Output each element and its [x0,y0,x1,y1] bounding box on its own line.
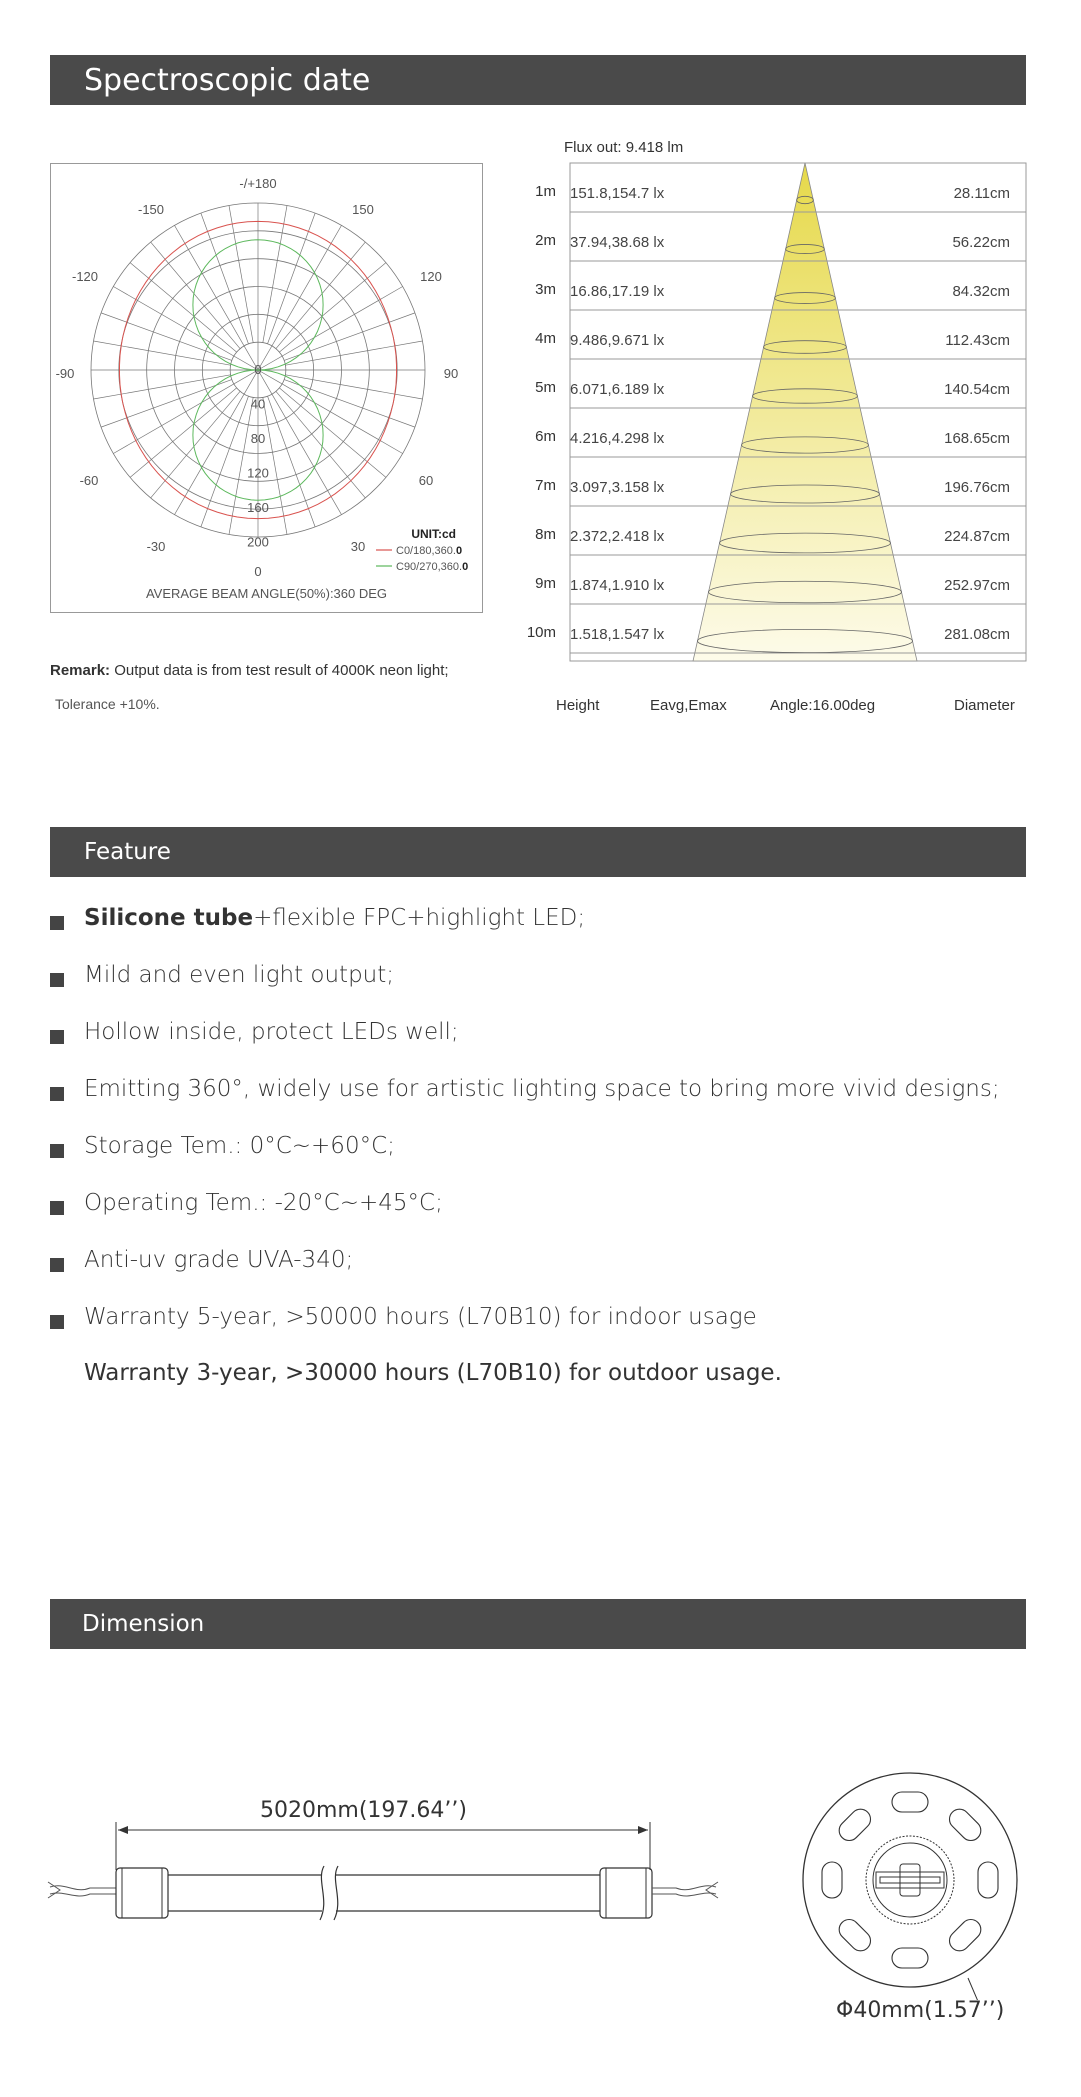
beam-angle-label: AVERAGE BEAM ANGLE(50%):360 DEG [145,586,388,601]
section-title-feature [50,827,1026,877]
feature-text: Anti-uv grade UVA-340; [84,1247,354,1273]
feature-item [50,1019,1030,1076]
bullet-square-icon [50,1315,64,1329]
cone-diameter-label: 196.76cm [944,479,1010,496]
cone-lux-label: 1.518,1.547 lx [570,626,665,643]
bullet-square-icon [50,1030,64,1044]
feature-list [50,905,1030,1361]
cone-footer-eavg: Eavg,Emax [650,697,727,714]
polar-chart [50,163,483,613]
feature-item [50,1076,1030,1133]
cone-lux-label: 16.86,17.19 lx [570,283,665,300]
remark-body: Output data is from test result of 4000K neon light; [110,662,449,679]
polar-radial-label: 0 [254,362,262,377]
cone-lux-label: 151.8,154.7 lx [570,185,665,202]
polar-grid-spoke [285,341,422,365]
cone-distance-label: 10m [526,624,556,641]
polar-grid-spoke [94,341,231,365]
polar-angle-label: 90 [443,366,459,381]
polar-angle-label: 150 [352,202,374,217]
section-title-spectroscopic [50,55,1026,105]
section-title-text: Spectroscopic date [84,62,371,98]
cone-distance-label: 1m [535,183,556,200]
feature-text: Operating Tem.: -20°C~+45°C; [84,1190,443,1216]
polar-angle-label: 30 [350,539,366,554]
polar-angle-label: -120 [71,269,99,284]
cone-distance-label: 5m [535,379,556,396]
polar-legend-label: C0/180,360.0 [396,545,463,557]
feature-text: Hollow inside, protect LEDs well; [84,1019,459,1045]
feature-item [50,962,1030,1019]
cone-footer-angle: Angle:16.00deg [770,697,876,714]
cross-section-slot [835,1805,875,1845]
dimension-diameter-label: Φ40mm(1.57’’) [836,1998,1005,2023]
cone-distance-label: 7m [535,477,556,494]
bullet-square-icon [50,1144,64,1158]
feature-item [50,1190,1030,1247]
polar-radial-label: 40 [250,396,266,412]
cone-lux-label: 2.372,2.418 lx [570,528,665,545]
polar-grid-spoke [94,375,231,399]
polar-grid-spoke [201,213,249,344]
polar-grid-spoke [276,391,365,498]
section-title-text: Feature [84,839,171,865]
polar-unit-label: UNIT:cd [411,527,456,541]
feature-text: Emitting 360°, widely use for artistic lighting space to bring more vivid designs; [84,1076,1000,1102]
cone-distance-label: 2m [535,232,556,249]
cross-section-slot [822,1862,842,1898]
cone-diameter-label: 281.08cm [944,626,1010,643]
tolerance-text: Tolerance +10%. [55,696,160,712]
polar-grid-spoke [279,388,386,477]
polar-grid-spoke [268,213,316,344]
polar-angle-label: -30 [146,539,166,554]
polar-grid-spoke [276,242,365,349]
feature-text-bold: Silicone tube [84,905,254,931]
polar-angle-label: -60 [79,473,99,488]
cross-section-slot [945,1915,985,1955]
cone-diameter-label: 168.65cm [944,430,1010,447]
section-title-text: Dimension [82,1611,205,1637]
feature-text: Warranty 5-year, >50000 hours (L70B10) for indoor usage [84,1304,757,1330]
cone-lux-label: 3.097,3.158 lx [570,479,665,496]
polar-angle-label: 120 [420,269,442,284]
polar-grid-spoke [151,391,240,498]
cone-lux-label: 9.486,9.671 lx [570,332,665,349]
feature-item [50,1304,1030,1361]
polar-grid-spoke [201,396,249,527]
polar-radial-label: 80 [250,431,266,446]
polar-grid-spoke [130,263,237,352]
polar-grid-spoke [229,206,253,343]
cone-distance-label: 3m [535,281,556,298]
cross-section-slot [978,1862,998,1898]
cone-distance-label: 6m [535,428,556,445]
polar-grid-spoke [279,263,386,352]
feature-item [50,1247,1030,1304]
polar-angle-label: -90 [55,366,75,381]
polar-radial-label: 160 [247,500,269,515]
polar-grid-spoke [130,388,237,477]
polar-radial-label: 120 [247,465,269,481]
polar-angle-label: 0 [254,564,262,579]
dimension-drawing [40,1770,1040,2000]
polar-angle-label: 60 [418,473,434,488]
cross-section-slot [892,1792,928,1812]
polar-grid-spoke [151,242,240,349]
bullet-square-icon [50,916,64,930]
cone-distance-label: 9m [535,575,556,592]
feature-text: Mild and even light output; [84,962,395,988]
cone-lux-label: 1.874,1.910 lx [570,577,665,594]
feature-item [50,1133,1030,1190]
cone-diameter-label: 84.32cm [952,283,1010,300]
dimension-length-label: 5020mm(197.64’’) [260,1798,467,1823]
cone-diameter-label: 252.97cm [944,577,1010,594]
feature-extra: Warranty 3-year, >30000 hours (L70B10) for outdoor usage. [84,1360,782,1386]
bullet-square-icon [50,973,64,987]
bullet-square-icon [50,1258,64,1272]
remark-label: Remark: [50,662,111,679]
cone-diameter-label: 56.22cm [952,234,1010,251]
feature-text: Silicone tube+flexible FPC+highlight LED; [84,905,586,931]
bullet-square-icon [50,1201,64,1215]
cone-footer-height: Height [556,697,600,714]
cone-footer-diameter: Diameter [954,697,1015,714]
feature-item [50,905,1030,962]
cross-section-slot [835,1915,875,1955]
polar-grid-spoke [285,375,422,399]
polar-diagram [51,164,484,614]
cross-section-slot [892,1948,928,1968]
polar-legend-label: C90/270,360.0 [396,561,469,573]
cone-distance-label: 8m [535,526,556,543]
cone-diameter-label: 28.11cm [953,185,1010,202]
polar-angle-label: -150 [137,202,165,217]
polar-angle-label: -/+180 [239,176,277,191]
cone-diameter-label: 224.87cm [944,528,1010,545]
flux-label: Flux out: 9.418 lm [564,139,684,156]
bullet-square-icon [50,1087,64,1101]
feature-text: Storage Tem.: 0°C~+60°C; [84,1133,395,1159]
cone-distance-label: 4m [535,330,556,347]
polar-radial-label: 200 [247,534,269,550]
cone-diameter-label: 140.54cm [944,381,1010,398]
cone-lux-label: 4.216,4.298 lx [570,430,665,447]
remark-text [50,662,449,679]
cone-lux-label: 37.94,38.68 lx [570,234,665,251]
cone-lux-label: 6.071,6.189 lx [570,381,665,398]
section-title-dimension [50,1599,1026,1649]
cone-diameter-label: 112.43cm [945,332,1010,349]
polar-grid-spoke [263,206,287,343]
cross-section-slot [945,1805,985,1845]
polar-grid-spoke [268,396,316,527]
